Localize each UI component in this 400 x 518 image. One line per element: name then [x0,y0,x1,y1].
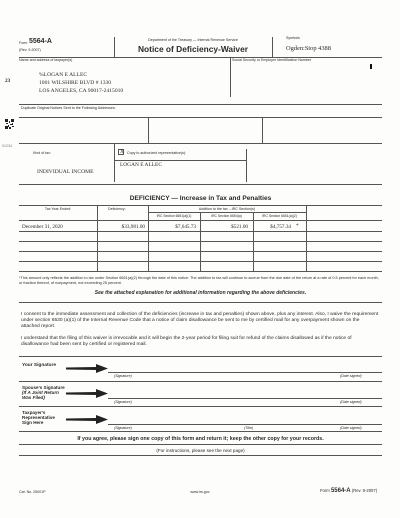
duplicate-label: Duplicate Original Notices Sent to the Following Addresses: [21,106,116,110]
row-star: * [296,223,299,229]
form-revision: (Rev. 9-2007) [19,48,41,52]
rep-name: LOGAN E ALLEC [120,162,162,168]
name-address-label: Name and address of taxpayer(s) [19,58,73,62]
taxpayer-street: 1001 WILSHIRE BLVD # 1330 [39,80,112,86]
ssn-label: Social Security or Employer Identification Number [232,58,312,62]
rep-signature-label-2: Representative [22,415,55,420]
kind-of-tax-label: Kind of tax: [33,151,51,155]
deficiency-title: DEFICIENCY — Increase in Tax and Penalties [129,195,272,202]
col-addition-header: Addition to the tax – IRC Section(s) [198,207,256,211]
form-title: Notice of Deficiency-Waiver [138,44,248,54]
spouse-signature-caption: (Signature) [114,400,132,404]
rep-signature-line[interactable] [108,424,382,425]
spouse-signature-label-1: Spouse's Signature [22,385,65,390]
see-next-page-note: (For instructions, please see the next page) [156,448,245,453]
your-signature-line[interactable] [108,372,382,373]
col-sub1-header: IRC Section 6651(a)(1) [156,214,192,218]
row-value-6654a: $521.00 [231,224,248,230]
see-attached-note: See the attached explanation for additional information regarding the above deficiencies. [94,290,307,296]
spouse-signature-date-caption: (Date signed) [340,400,362,404]
agree-instructions: If you agree, please sign one copy of this form and return it; keep the other copy for your records. [77,436,324,442]
taxpayer-city: LOS ANGELES, CA 90017-2415010 [39,88,124,94]
rep-signature-caption: (Signature) [114,426,132,430]
copy-checkbox[interactable] [118,149,124,155]
your-signature-arrow-icon [66,364,108,373]
side-number: 01234 [2,144,12,148]
spouse-signature-label-3: Was Filed) [22,395,45,400]
footer-form-id [320,488,377,494]
qr-code-icon [5,116,14,126]
taxpayer-name: %LOGAN E ALLEC [39,72,88,78]
symbols-value: Ogden:Stop 4388 [286,45,331,52]
col-deficiency-header: Deficiency: [108,207,126,211]
copy-check-mark: X [120,149,124,155]
your-signature-caption: (Signature) [114,374,132,378]
copy-to-rep-label: Copy to authorized representative(s): [127,151,187,155]
form-label: Form [19,41,28,45]
footer-form-prefix: Form [320,488,330,493]
row-tax-year: December 31, 2020 [22,224,63,230]
col-sub3-header: IRC Section 6651(a)(2) [262,214,297,218]
col-tax-year-header: Tax Year Ended: [44,207,72,211]
consent-paragraph-1: I consent to the immediate assessment and collection of the deficiencies (increase in tax and penalties) shown above, plus any interest. Also, I waive the requirement under section 6530 (a)(1) of the Internal Revenue Code that a notice of claim disallowance be sent to me by certified mail for any overpayment shown on the attached report. [21,312,379,329]
catalog-number: Cat. No. 25001P [19,490,46,494]
symbols-label: Symbols [286,36,300,40]
department-label: Department of the Treasury — Internal Revenue Service [148,38,238,42]
rep-signature-label-1: Taxpayer's [22,410,46,415]
addition-footnote: *This amount only reflects the addition to tax under Section 6651(a)(2) through the date of this notice. The addition to tax will continue to accrue from the due date of the return at a rate of 0.5 percent for each month, or fraction thereof, of nonpayment, not exceeding 25 percent. [19,276,379,285]
your-signature-date-caption: (Date signed) [340,374,362,378]
kind-of-tax-value: INDIVIDUAL INCOME [37,169,94,175]
col-sub2-header: IRC Section 6654(a) [211,214,242,218]
row-deficiency: $33,981.00 [121,224,145,230]
spouse-signature-label-2: (If A Joint Return [22,390,59,395]
form-number: 5564-A [29,38,52,45]
redaction-mark [370,64,372,69]
spouse-signature-arrow-icon [66,389,108,398]
spouse-signature-line[interactable] [108,398,382,399]
rep-signature-date-caption: (Date signed) [340,426,362,430]
rep-title-caption: (Title) [244,426,254,430]
footer-form-rev: (Rev. 9-2007) [351,488,378,493]
page-marker: 23 [5,78,11,84]
your-signature-label: Your Signature [22,363,57,368]
row-value-6651a2: $4,757.34 [270,224,291,230]
rep-signature-label-3: Sign Here [22,420,44,425]
irs-website: www.irs.gov [190,490,210,494]
footer-form-number: 5564-A [330,488,351,494]
consent-paragraph-2: I understand that the filing of this waiver is irrevocable and it will begin the 2-year period for filing suit for refund of the claims disallowed as if the notice of disallowance had been sent by certified or registered mail. [21,336,352,347]
rep-signature-arrow-icon [66,415,108,424]
row-value-6651a1: $7,645.73 [175,224,196,230]
